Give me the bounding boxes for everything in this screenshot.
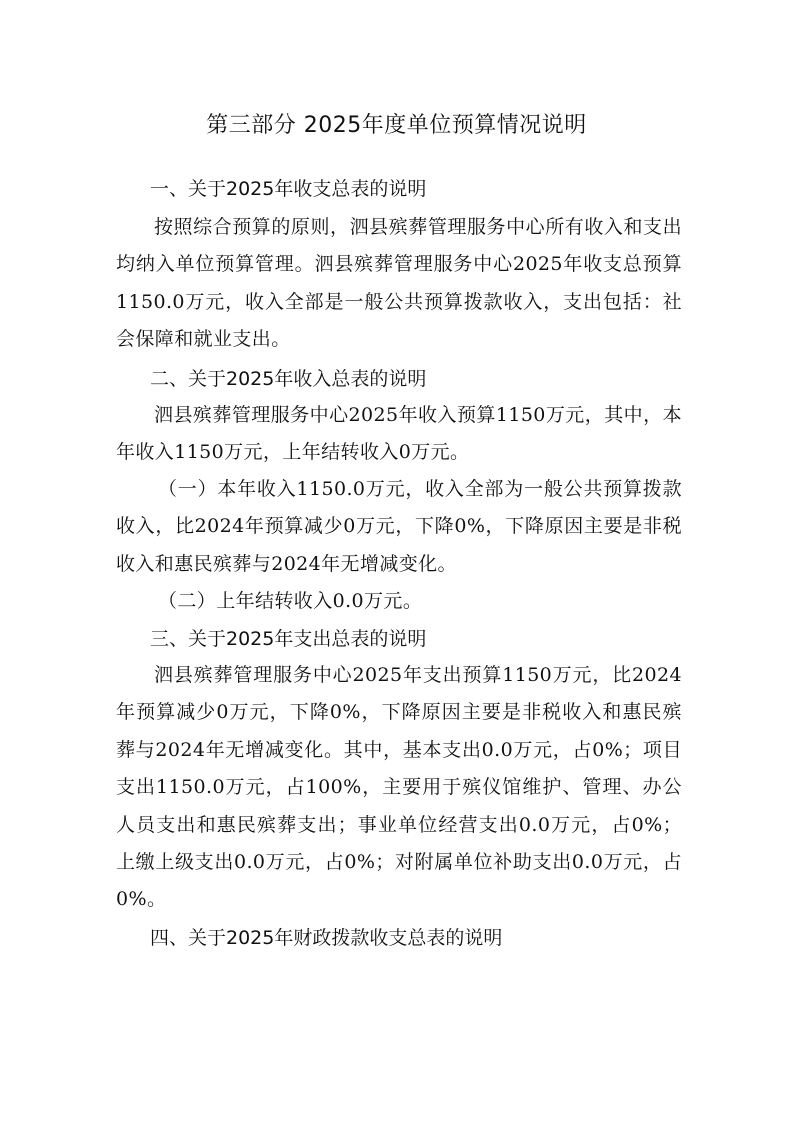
paragraph-3-1: 泗县殡葬管理服务中心2025年支出预算1150万元，比2024年预算减少0万元，下降0%，下降原因主要是非税收入和惠民殡葬与2024年无增减变化。其中，基本支出0.0万元，占0%；项目支出1150.0万元，占100%，主要用于殡仪馆维护、管理、办公人员支出和惠民殡葬支出；事业单位经营支出0.0万元，占0%；上缴上级支出0.0万元，占0%；对附属单位补助支出0.0万元，占0%。 (116, 664, 682, 911)
page-title: 第三部分 2025年度单位预算情况说明 (206, 113, 587, 138)
paragraph-2-1: 泗县殡葬管理服务中心2025年收入预算1150万元，其中，本年收入1150万元，上年结转收入0万元。 (116, 404, 682, 464)
section-heading-4: 四、关于2025年财政拨款收支总表的说明 (150, 927, 503, 949)
paragraph-1-1: 按照综合预算的原则，泗县殡葬管理服务中心所有收入和支出均纳入单位预算管理。泗县殡葬管理服务中心2025年收支总预算1150.0万元，收入全部是一般公共预算拨款收入，支出包括：社会保障和就业支出。 (116, 216, 682, 351)
section-heading-1: 一、关于2025年收支总表的说明 (150, 178, 427, 200)
section-heading-2: 二、关于2025年收入总表的说明 (150, 368, 427, 390)
paragraph-2-2: （一）本年收入1150.0万元，收入全部为一般公共预算拨款收入，比2024年预算减少0万元，下降0%，下降原因主要是非税收入和惠民殡葬与2024年无增减变化。 (116, 478, 682, 575)
section-heading-3: 三、关于2025年支出总表的说明 (150, 628, 427, 650)
paragraph-2-3: （二）上年结转收入0.0万元。 (158, 590, 423, 612)
